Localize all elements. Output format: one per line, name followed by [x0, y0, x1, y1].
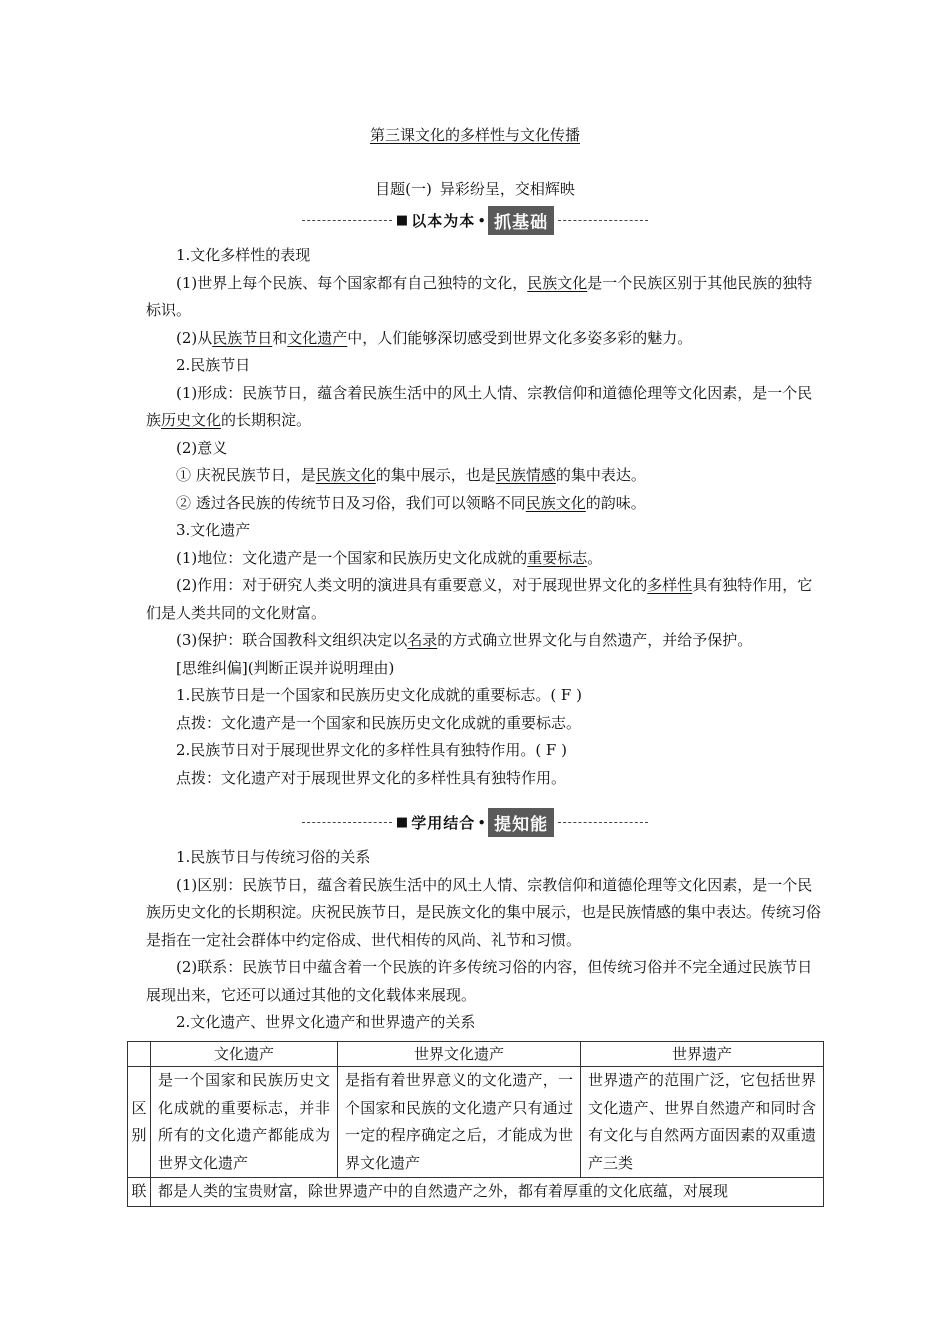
table-cell: 是一个国家和民族历史文化成就的重要标志，并非所有的文化遗产都能成为世界文化遗产 — [151, 1067, 338, 1178]
section-heading: 3.文化遗产 — [176, 521, 251, 539]
section-banner-basics — [0, 206, 950, 235]
banner-left-rule — [302, 822, 392, 823]
paragraph: (2)联系：民族节日中蕴含着一个民族的许多传统习俗的内容，但传统习俗并不完全通过民族节日展现出来，它还可以通过其他的文化载体来展现。 — [146, 958, 813, 1004]
answer-note: 点拨：文化遗产是一个国家和民族历史文化成就的重要标志。 — [176, 713, 582, 732]
lesson-title: 第三课文化的多样性与文化传播 — [369, 126, 580, 144]
banner-label: 以本为本 — [411, 212, 476, 230]
table-cell: 都是人类的宝贵财富，除世界遗产中的自然遗产之外，都有着厚重的文化底蕴，对展现 — [151, 1178, 824, 1207]
banner-dot: • — [477, 813, 487, 832]
banner-dot: • — [477, 211, 487, 230]
paragraph: (2)意义 — [176, 438, 228, 457]
banner-label: 学用结合 — [411, 814, 476, 832]
row-label-difference: 区 别 — [128, 1067, 151, 1178]
paragraph: (1)区别：民族节日，蕴含着民族生活中的风土人情、宗教信仰和道德伦理等文化因素，是一个民族历史文化的长期积淀。庆祝民族节日，是民族文化的集中展示，也是民族情感的集中表达。传统习俗是指在一定社会群体中约定俗成、世代相传的风尚、礼节和习惯。 — [146, 875, 822, 949]
banner-left-rule — [302, 220, 392, 221]
table-row — [128, 1178, 824, 1207]
banner-tag: 抓基础 — [488, 206, 554, 235]
paragraph: ② 透过各民族的传统节日及习俗，我们可以领略不同民族文化的韵味。 — [176, 493, 646, 512]
table-header-cell: 文化遗产 — [151, 1042, 338, 1067]
section-heading: 1.民族节日与传统习俗的关系 — [176, 848, 371, 866]
square-bullet-icon: ■ — [395, 213, 409, 228]
paragraph: (2)作用：对于研究人类文明的演进具有重要意义，对于展现世界文化的多样性具有独特作用，它们是人类共同的文化财富。 — [146, 576, 813, 622]
heritage-comparison-table — [127, 1041, 824, 1207]
topic-subtitle — [0, 178, 950, 199]
table-row — [128, 1067, 824, 1178]
basics-content — [146, 242, 826, 792]
section-heading: 2.民族节日 — [176, 356, 251, 374]
table-header-row — [128, 1042, 824, 1067]
section-heading: 2.文化遗产、世界文化遗产和世界遗产的关系 — [176, 1013, 476, 1031]
think-heading: [思维纠偏](判断正误并说明理由) — [176, 658, 395, 677]
paragraph: (1)地位：文化遗产是一个国家和民族历史文化成就的重要标志。 — [176, 548, 603, 567]
table-corner-cell — [128, 1042, 151, 1067]
topic-number: 目题(一) — [375, 180, 432, 198]
row-label-connection: 联 — [128, 1178, 151, 1207]
banner-tag: 提知能 — [488, 808, 554, 837]
answer-note: 点拨：文化遗产对于展现世界文化的多样性具有独特作用。 — [176, 768, 567, 787]
topic-text: 异彩纷呈，交相辉映 — [439, 180, 575, 198]
table-cell: 是指有着世界意义的文化遗产，一个国家和民族的文化遗产只有通过一定的程序确定之后，才能成为世界文化遗产 — [338, 1067, 581, 1178]
section-banner-application — [0, 808, 950, 837]
square-bullet-icon: ■ — [395, 815, 409, 830]
paragraph: (1)世界上每个民族、每个国家都有自己独特的文化，民族文化是一个民族区别于其他民族的独特标识。 — [146, 273, 813, 319]
paragraph: (1)形成：民族节日，蕴含着民族生活中的风土人情、宗教信仰和道德伦理等文化因素，是一个民族历史文化的长期积淀。 — [146, 383, 813, 429]
table-header-cell: 世界遗产 — [581, 1042, 824, 1067]
paragraph: ① 庆祝民族节日，是民族文化的集中展示，也是民族情感的集中表达。 — [176, 466, 646, 484]
application-content — [146, 844, 826, 1037]
table-cell: 世界遗产的范围广泛，它包括世界文化遗产、世界自然遗产和同时含有文化与自然两方面因素的双重遗产三类 — [581, 1067, 824, 1178]
table-header-cell: 世界文化遗产 — [338, 1042, 581, 1067]
banner-right-rule — [558, 822, 648, 823]
section-heading: 1.文化多样性的表现 — [176, 246, 311, 264]
paragraph: (3)保护：联合国教科文组织决定以名录的方式确立世界文化与自然遗产，并给予保护。 — [176, 631, 753, 649]
question: 1.民族节日是一个国家和民族历史文化成就的重要标志。( F ) — [176, 686, 582, 704]
question: 2.民族节日对于展现世界文化的多样性具有独特作用。( F ) — [176, 741, 567, 759]
paragraph: (2)从民族节日和文化遗产中，人们能够深切感受到世界文化多姿多彩的魅力。 — [176, 328, 693, 347]
banner-right-rule — [558, 220, 648, 221]
